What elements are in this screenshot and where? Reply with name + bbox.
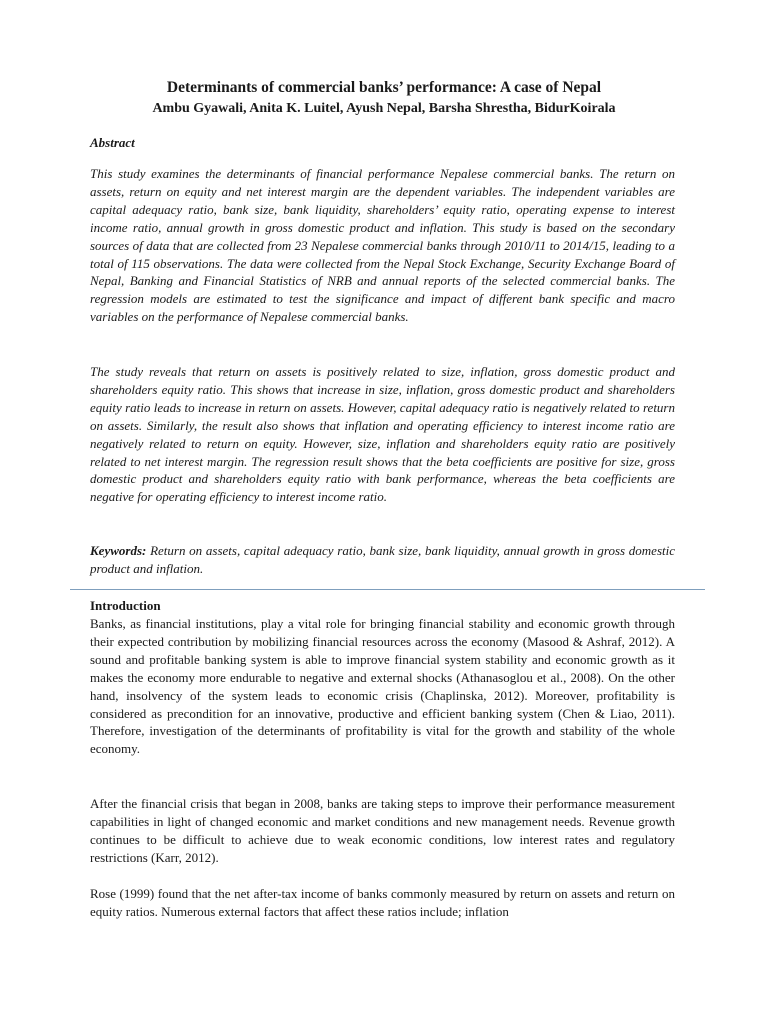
abstract-paragraph-2: The study reveals that return on assets is positively related to size, inflation, gross domestic product and shareholders equity ratio. This shows that increase in size, inflation, gross domestic product and shareholders equity ratio leads to increase in return on assets. However, capital adequacy ratio is negatively related to return on assets. Similarly, the result also shows that inflation and operating efficiency to interest income ratio are negatively related to return on equity. However, size, inflation and shareholders equity ratio are positively related to net interest margin. The regression result shows that the beta coefficients are positive for size, gross domestic product and shareholders equity ratio with bank performance, whereas the beta coefficients are negative for operating efficiency to interest income ratio.: [90, 364, 675, 505]
introduction-paragraph-1: Banks, as financial institutions, play a vital role for bringing financial stability and economic growth through their expected contribution by mobilizing financial resources across the economy (Masood & Ashraf, 2012). A sound and profitable banking system is able to improve financial system stability and economic growth as it makes the economy more endurable to negative and external shocks (Athanasoglou et al., 2008). On the other hand, insolvency of the system leads to economic crisis (Chaplinska, 2012). Moreover, profitability is considered as precondition for an innovative, productive and efficient banking system (Chen & Liao, 2011). Therefore, investigation of the determinants of profitability is vital for the growth and stability of the whole economy.: [90, 616, 675, 757]
section-divider: [70, 589, 705, 590]
introduction-paragraph-3: Rose (1999) found that the net after-tax income of banks commonly measured by return on assets and return on equity ratios. Numerous external factors that affect these ratios include; inflation: [90, 886, 675, 919]
introduction-paragraph-2: After the financial crisis that began in 2008, banks are taking steps to improve their performance measurement capabilities in light of changed economic and market conditions and new management needs. Revenue growth continues to be difficult to achieve due to weak economic conditions, low interest rates and regulatory restrictions (Karr, 2012).: [90, 796, 675, 865]
keywords-label: Keywords:: [90, 543, 147, 558]
keywords-paragraph: [90, 542, 675, 578]
keywords-text: Return on assets, capital adequacy ratio, bank size, bank liquidity, annual growth in gross domestic product and inflation.: [90, 543, 675, 576]
abstract-paragraph-1: This study examines the determinants of financial performance Nepalese commercial banks. The return on assets, return on equity and net interest margin are the dependent variables. The independent variables are capital adequacy ratio, bank size, bank liquidity, shareholders’ equity ratio, operating expense to interest income ratio, annual growth in gross domestic product and inflation. This study is based on the secondary sources of data that are collected from 23 Nepalese commercial banks through 2010/11 to 2014/15, leading to a total of 115 observations. The data were collected from the Nepal Stock Exchange, Security Exchange Board of Nepal, Banking and Financial Statistics of NRB and annual reports of the selected commercial banks. The regression models are estimated to test the significance and impact of different bank specific and macro variables on the performance of Nepalese commercial banks.: [90, 166, 675, 325]
introduction-heading: Introduction: [90, 598, 161, 613]
abstract-heading: Abstract: [90, 135, 135, 150]
paper-title: Determinants of commercial banks’ performance: A case of Nepal: [166, 79, 602, 96]
author-list: Ambu Gyawali, Anita K. Luitel, Ayush Nepal, Barsha Shrestha, BidurKoirala: [152, 101, 616, 116]
